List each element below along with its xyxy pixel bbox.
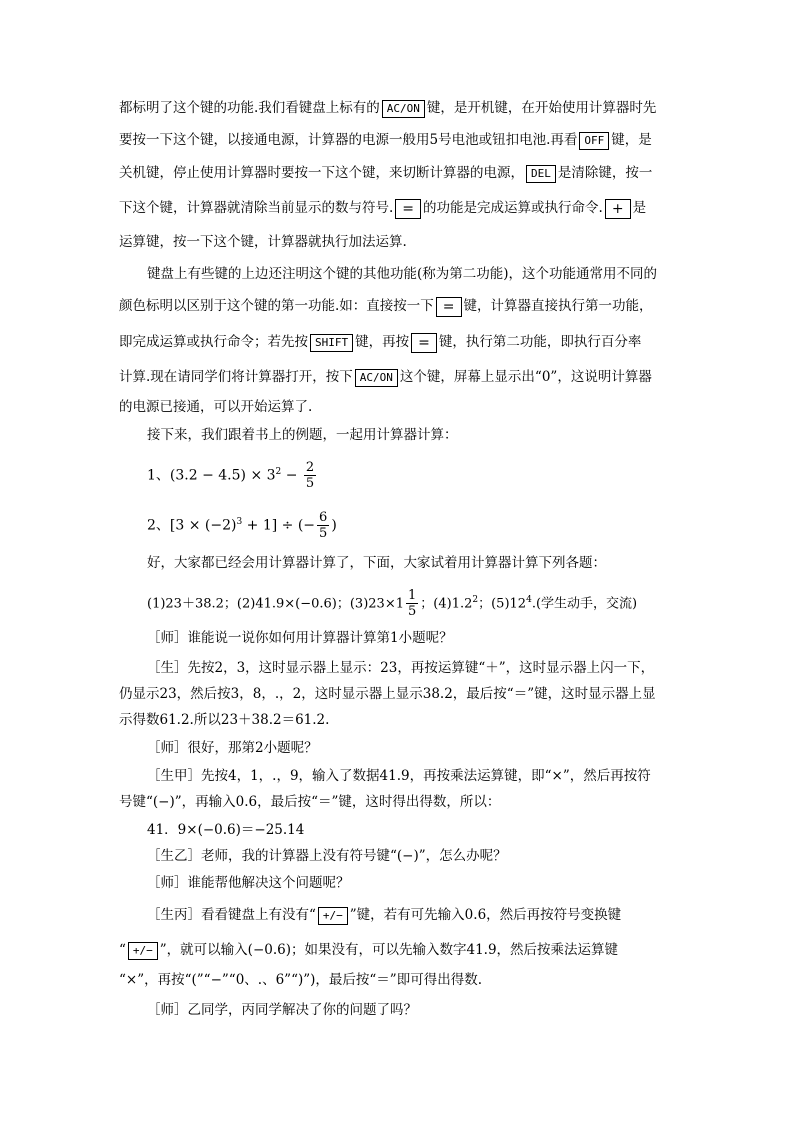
dialog-line bbox=[147, 738, 318, 758]
numerator: 6 bbox=[319, 510, 328, 526]
example-2 bbox=[147, 505, 337, 543]
text: 都标明了这个键的功能.我们看键盘上标有的 bbox=[119, 100, 380, 116]
text: 下这个键，计算器就清除当前显示的数与符号. bbox=[119, 200, 394, 216]
p2-line-4 bbox=[119, 367, 652, 387]
text: 这个键，屏幕上显示出“0”，这说明计算器 bbox=[399, 369, 652, 385]
text: 的功能是完成运算或执行命令. bbox=[423, 200, 603, 216]
text: ［师］谁能帮他解决这个问题呢？ bbox=[147, 875, 350, 891]
text: 颜色标明以区别于这个键的第一功能.如：直接按一下 bbox=[119, 298, 434, 314]
p3-line-1 bbox=[147, 425, 458, 445]
expr: ) bbox=[331, 517, 337, 534]
dialog-line bbox=[119, 684, 656, 704]
dialog-line bbox=[147, 628, 453, 648]
text: 接下来，我们跟着书上的例题，一起用计算器计算： bbox=[147, 427, 458, 443]
key-shift: SHIFT bbox=[310, 334, 353, 352]
expr: 2、[3 × (−2) bbox=[147, 517, 237, 534]
key-del: DEL bbox=[526, 165, 556, 183]
text: ”，就可以输入(−0.6)；如果没有，可以先输入数字41.9，然后按乘法运算键 bbox=[159, 942, 619, 958]
text: 键盘上有些键的上边还注明这个键的其他功能(称为第二功能)，这个功能通常用不同的 bbox=[147, 266, 658, 282]
text: ［生丙］看看键盘上有没有“ bbox=[147, 907, 316, 923]
dialog-line bbox=[147, 846, 507, 866]
text: ［生乙］老师，我的计算器上没有符号键“(−)”，怎么办呢？ bbox=[147, 848, 507, 864]
key-plus: + bbox=[605, 199, 631, 219]
text: 关机键，停止使用计算器时要按一下这个键，来切断计算器的电源， bbox=[119, 165, 524, 181]
dialog-line bbox=[147, 905, 621, 925]
text: 键，执行第二功能，即执行百分率 bbox=[438, 334, 642, 350]
dialog-line bbox=[147, 1000, 417, 1020]
example-1 bbox=[147, 455, 318, 493]
dialog-line bbox=[147, 658, 654, 678]
expr: 1、(3.2 − 4.5) × 3 bbox=[147, 467, 276, 484]
text: ；(4)1.2 bbox=[420, 596, 473, 612]
text: 好，大家都已经会用计算器计算了，下面，大家试着用计算器计算下列各题： bbox=[147, 555, 606, 571]
text: 键，是开机键，在开始使用计算器时先 bbox=[426, 100, 657, 116]
numerator: 1 bbox=[408, 588, 417, 604]
text: 仍显示23，然后按3，8，.，2，这时显示器上显示38.2，最后按“＝”键，这时显示器上显 bbox=[119, 686, 656, 702]
text: 是 bbox=[632, 200, 647, 216]
p2-line-5 bbox=[119, 397, 312, 417]
text: 计算.现在请同学们将计算器打开，按下 bbox=[119, 369, 353, 385]
text: 键，再按 bbox=[355, 334, 410, 350]
key-sign-change: +/− bbox=[318, 907, 348, 925]
denominator: 5 bbox=[408, 604, 417, 620]
text: 的电源已接通，可以开始运算了. bbox=[119, 399, 313, 415]
exponent: 4 bbox=[526, 595, 532, 605]
p3-line-2 bbox=[147, 553, 606, 573]
text: “ bbox=[119, 942, 126, 958]
dialog-line bbox=[119, 792, 500, 812]
text: 键，计算器直接执行第一功能， bbox=[463, 298, 653, 314]
text: ［生］先按2，3，这时显示器上显示：23，再按运算键“＋”，这时显示器上闪一下， bbox=[147, 660, 655, 676]
key-equals: = bbox=[436, 297, 462, 317]
fraction bbox=[406, 588, 418, 619]
exercise-list bbox=[147, 583, 637, 621]
text: ［师］谁能说一说你如何用计算器计算第1小题呢？ bbox=[147, 630, 453, 646]
text: 是清除键，按一 bbox=[557, 165, 653, 181]
denominator: 5 bbox=[319, 526, 328, 542]
text: ［生甲］先按4，1，.，9，输入了数据41.9，再按乘法运算键，即“×”，然后再按符 bbox=[147, 768, 651, 784]
text: 即完成运算或执行命令；若先按 bbox=[119, 334, 308, 350]
text: ［师］乙同学，丙同学解决了你的问题了吗？ bbox=[147, 1002, 417, 1018]
text: 号键“(−)”，再输入0.6，最后按“＝”键，这时得出得数，所以： bbox=[119, 794, 501, 810]
p1-line-5 bbox=[119, 232, 407, 252]
p1-line-4 bbox=[119, 198, 646, 219]
fraction bbox=[317, 510, 329, 541]
p2-line-2 bbox=[119, 296, 653, 317]
text: “×”，再按“(”“−”“0、.、6”“)”)，最后按“＝”即可得出得数. bbox=[119, 972, 483, 988]
exponent: 2 bbox=[472, 595, 479, 605]
key-ac-on: AC/ON bbox=[355, 369, 398, 387]
text: 41．9×(−0.6)＝−25.14 bbox=[147, 822, 305, 838]
numerator: 2 bbox=[305, 460, 315, 476]
key-sign-change: +/− bbox=[128, 942, 158, 960]
exponent: 2 bbox=[275, 467, 282, 477]
key-ac-on: AC/ON bbox=[382, 100, 425, 118]
text: 键，是 bbox=[611, 132, 652, 148]
text: (1)23＋38.2；(2)41.9×(−0.6)；(3)23×1 bbox=[147, 596, 404, 612]
expr: + 1] ÷ (− bbox=[242, 517, 316, 534]
text: 要按一下这个键，以接通电源，计算器的电源一般用5号电池或钮扣电池.再看 bbox=[119, 132, 578, 148]
p2-line-3 bbox=[119, 332, 641, 353]
expr: − bbox=[281, 467, 302, 484]
dialog-line bbox=[147, 873, 350, 893]
fraction bbox=[304, 460, 316, 491]
text: 示得数61.2.所以23＋38.2＝61.2. bbox=[119, 712, 330, 728]
p1-line-1 bbox=[119, 98, 656, 118]
exponent: 3 bbox=[236, 517, 243, 527]
text: ；(5)12 bbox=[478, 596, 527, 612]
dialog-line bbox=[147, 820, 304, 840]
denominator: 5 bbox=[305, 476, 315, 492]
key-off: OFF bbox=[579, 132, 609, 150]
p1-line-3 bbox=[119, 163, 652, 183]
dialog-line bbox=[119, 970, 482, 990]
text: 运算键，按一下这个键，计算器就执行加法运算. bbox=[119, 234, 407, 250]
key-equals: = bbox=[411, 333, 437, 353]
text: .(学生动手，交流) bbox=[531, 596, 638, 612]
dialog-line bbox=[119, 940, 618, 960]
text: ”键，若有可先输入0.6，然后再按符号变换键 bbox=[349, 907, 622, 923]
key-equals: = bbox=[395, 199, 421, 219]
text: ［师］很好，那第2小题呢？ bbox=[147, 740, 318, 756]
p1-line-2 bbox=[119, 130, 652, 150]
p2-line-1 bbox=[147, 264, 657, 284]
dialog-line bbox=[147, 766, 651, 786]
dialog-line bbox=[119, 710, 329, 730]
